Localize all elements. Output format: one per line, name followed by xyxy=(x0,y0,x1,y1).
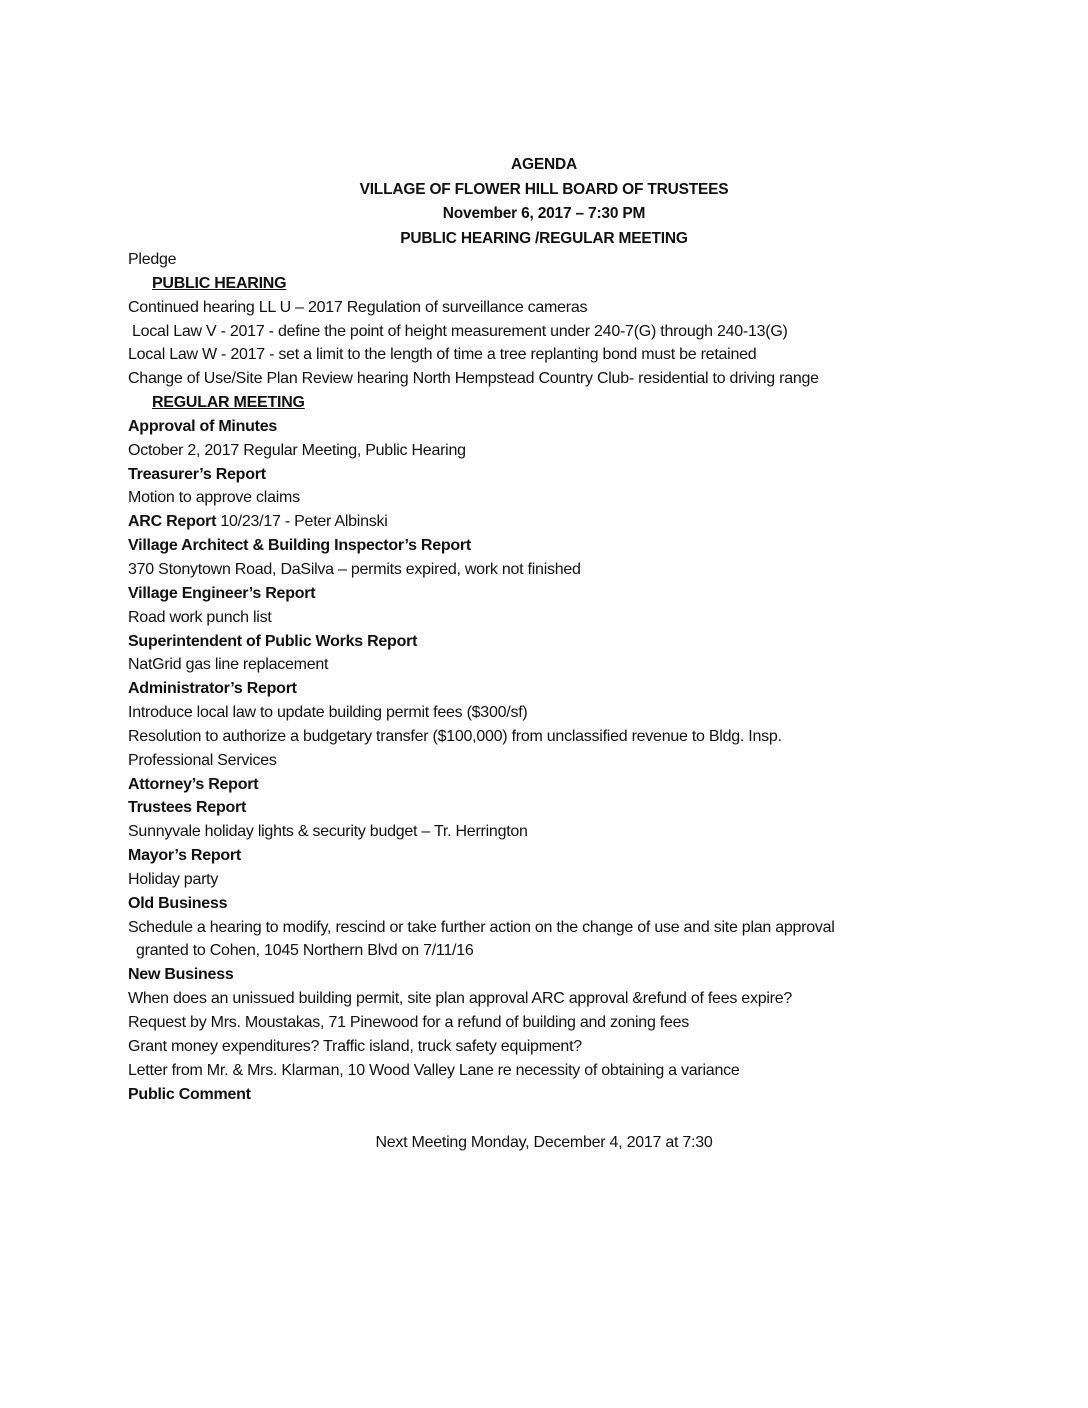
regular-meeting-heading xyxy=(128,391,1028,415)
treasurers-report-item: Motion to approve claims xyxy=(128,489,300,507)
public-hearing-item: Continued hearing LL U – 2017 Regulation of surveillance cameras xyxy=(128,298,588,316)
treasurers-report-heading: Treasurer’s Report xyxy=(128,465,266,483)
pledge-item: Pledge xyxy=(128,251,177,268)
old-business-item-continued: granted to Cohen, 1045 Northern Blvd on 7/11/16 xyxy=(136,942,474,960)
trustees-report-item: Sunnyvale holiday lights & security budget – Tr. Herrington xyxy=(128,823,528,841)
architect-report-heading: Village Architect & Building Inspector’s Report xyxy=(128,537,471,555)
administrator-report-item: Professional Services xyxy=(128,751,277,769)
administrator-report-item: Resolution to authorize a budgetary transfer ($100,000) from unclassified revenue to Bldg. Insp. xyxy=(128,727,782,745)
approval-of-minutes-heading: Approval of Minutes xyxy=(128,417,278,435)
new-business-item: When does an unissued building permit, site plan approval ARC approval &refund of fees expire? xyxy=(128,990,793,1008)
agenda-title: AGENDA xyxy=(511,156,577,173)
old-business-item: Schedule a hearing to modify, rescind or take further action on the change of use and site plan approval xyxy=(128,918,835,936)
meeting-type: PUBLIC HEARING /REGULAR MEETING xyxy=(400,229,688,247)
board-title: VILLAGE OF FLOWER HILL BOARD OF TRUSTEES xyxy=(359,180,729,198)
public-hearing-item: Local Law V - 2017 - define the point of height measurement under 240-7(G) through 240-13(G) xyxy=(132,322,788,340)
new-business-heading: New Business xyxy=(128,966,234,984)
new-business-item: Request by Mrs. Moustakas, 71 Pinewood for a refund of building and zoning fees xyxy=(128,1014,690,1031)
new-business-item: Letter from Mr. & Mrs. Klarman, 10 Wood Valley Lane re necessity of obtaining a variance xyxy=(128,1061,740,1079)
arc-report-heading: ARC Report xyxy=(128,513,217,531)
public-works-report-heading: Superintendent of Public Works Report xyxy=(128,632,418,650)
approval-of-minutes-item: October 2, 2017 Regular Meeting, Public Hearing xyxy=(128,441,466,459)
engineer-report-item: Road work punch list xyxy=(128,608,272,626)
agenda-body xyxy=(128,248,1028,1106)
regular-meeting-heading-text: REGULAR MEETING xyxy=(152,394,305,412)
attorney-report-heading: Attorney’s Report xyxy=(128,775,259,793)
public-works-report-item: NatGrid gas line replacement xyxy=(128,656,329,674)
architect-report-item: 370 Stonytown Road, DaSilva – permits expired, work not finished xyxy=(128,560,581,578)
old-business-heading: Old Business xyxy=(128,894,228,912)
next-meeting-note: Next Meeting Monday, December 4, 2017 at 7:30 xyxy=(375,1134,713,1151)
arc-report-line xyxy=(128,510,1028,534)
public-hearing-heading-text: PUBLIC HEARING xyxy=(152,274,287,292)
mayor-report-item: Holiday party xyxy=(128,870,219,888)
public-hearing-item: Change of Use/Site Plan Review hearing North Hempstead Country Club- residential to driving range xyxy=(128,370,819,388)
new-business-item: Grant money expenditures? Traffic island, truck safety equipment? xyxy=(128,1037,582,1055)
mayor-report-heading: Mayor’s Report xyxy=(128,847,241,865)
public-hearing-heading xyxy=(128,272,1028,296)
meeting-date: November 6, 2017 – 7:30 PM xyxy=(442,205,646,222)
administrator-report-heading: Administrator’s Report xyxy=(128,680,297,698)
engineer-report-heading: Village Engineer’s Report xyxy=(128,584,316,602)
arc-report-detail: 10/23/17 - Peter Albinski xyxy=(216,513,388,531)
trustees-report-heading: Trustees Report xyxy=(128,799,247,817)
administrator-report-item: Introduce local law to update building permit fees ($300/sf) xyxy=(128,704,528,722)
public-hearing-item: Local Law W - 2017 - set a limit to the length of time a tree replanting bond must be retained xyxy=(128,346,757,364)
agenda-header xyxy=(0,153,1088,251)
public-comment-heading: Public Comment xyxy=(128,1085,251,1103)
